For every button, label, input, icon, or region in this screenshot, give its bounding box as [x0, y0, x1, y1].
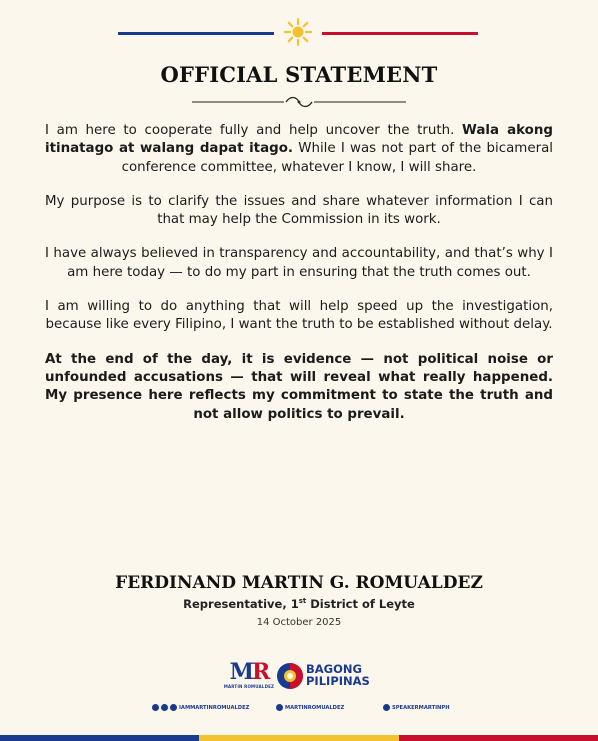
tiktok-icon	[276, 704, 283, 711]
mr-logo-m: M	[229, 659, 253, 685]
paragraph-5: At the end of the day, it is evidence — not political noise or unfounded accusations — that will reveal what really happened. My presence here reflects my commitment to state the truth and not allow politics to prevail.	[45, 351, 553, 422]
mr-logo-subtitle: MARTIN ROMUALDEZ	[223, 684, 275, 689]
logo-row	[0, 660, 598, 694]
signatory-name: FERDINAND MARTIN G. ROMUALDEZ	[115, 573, 483, 593]
flag-stripe	[0, 735, 598, 741]
threads-icon	[383, 704, 390, 711]
paragraph-1	[45, 122, 553, 177]
paragraph-1-rest: While I was not part of the bicameral conference committee, whatever I know, I will share.	[121, 141, 553, 175]
paragraph-4: I am willing to do anything that will help speed up the investigation, because like every Filipino, I want the truth to be established without delay.	[45, 299, 553, 333]
social-group-1	[152, 704, 249, 711]
page-title: OFFICIAL STATEMENT	[160, 62, 438, 87]
signatory-role	[0, 597, 598, 611]
social-handle-3: SPEAKERMARTINPH	[392, 704, 450, 711]
social-handles	[0, 704, 598, 716]
mr-logo-r: R	[252, 659, 269, 685]
blue-bar	[118, 32, 274, 35]
paragraph-1-bold: Wala akong itinatago at walang dapat itago.	[45, 123, 553, 157]
instagram-icon	[161, 704, 168, 711]
role-suffix: District of Leyte	[306, 597, 415, 611]
stripe-red	[399, 735, 598, 741]
paragraph-3: I have always believed in transparency and accountability, and that’s why I am here today — to do my part in ensuring that the truth comes out.	[45, 246, 553, 280]
role-prefix: Representative, 1	[183, 597, 299, 611]
flag-header	[0, 14, 598, 50]
social-group-3	[383, 704, 450, 711]
bp-line-1: BAGONG	[306, 662, 362, 676]
bagong-pilipinas-wordmark	[306, 663, 370, 687]
social-handle-1: IAMMARTINROMUALDEZ	[179, 704, 250, 711]
stripe-blue	[0, 735, 199, 741]
statement-date: 14 October 2025	[256, 617, 342, 628]
red-bar	[322, 32, 478, 35]
twitter-icon	[170, 704, 177, 711]
role-sup: st	[298, 597, 307, 606]
paragraph-1-text: I am here to cooperate fully and help uncover the truth.	[45, 123, 455, 138]
sun-icon	[283, 17, 313, 47]
facebook-icon	[152, 704, 159, 711]
social-group-2	[276, 704, 344, 711]
social-handle-2: MARTINROMUALDEZ	[285, 704, 345, 711]
bp-line-2: PILIPINAS	[306, 674, 370, 688]
paragraph-2: My purpose is to clarify the issues and share whatever information I can that may help the Commission in its work.	[45, 193, 553, 228]
stripe-gold	[199, 735, 398, 741]
mr-logo	[226, 660, 272, 684]
ornament-divider	[192, 96, 406, 108]
bagong-pilipinas-emblem-icon	[276, 662, 304, 690]
statement-body	[45, 122, 553, 440]
